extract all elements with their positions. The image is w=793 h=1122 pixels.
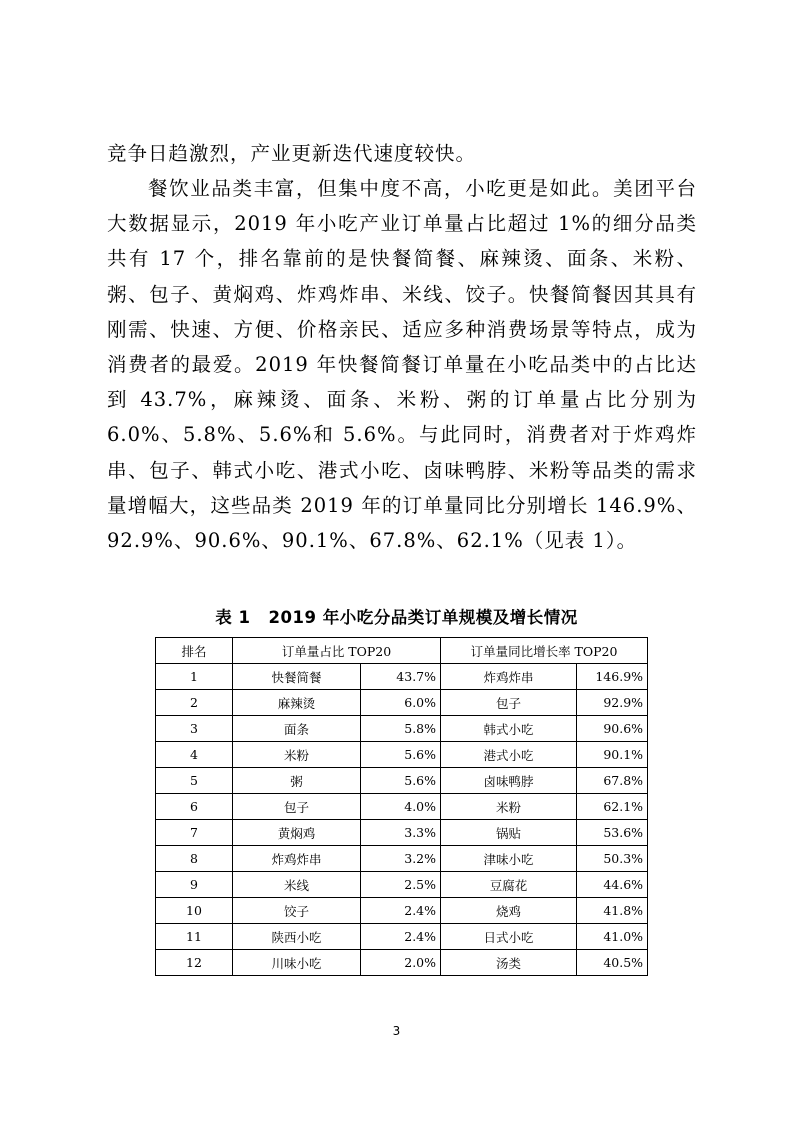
growth-value-cell: 67.8% xyxy=(577,768,648,794)
growth-category-cell: 锅贴 xyxy=(441,820,577,846)
growth-category-cell: 卤味鸭脖 xyxy=(441,768,577,794)
share-category-cell: 包子 xyxy=(233,794,361,820)
growth-category-cell: 韩式小吃 xyxy=(441,716,577,742)
share-value-cell: 3.3% xyxy=(361,820,441,846)
rank-cell: 9 xyxy=(156,872,233,898)
table-row xyxy=(156,924,648,950)
growth-value-cell: 62.1% xyxy=(577,794,648,820)
header-share: 订单量占比 TOP20 xyxy=(233,638,441,664)
share-value-cell: 2.4% xyxy=(361,898,441,924)
share-category-cell: 黄焖鸡 xyxy=(233,820,361,846)
table-header-row xyxy=(156,638,648,664)
table-row xyxy=(156,820,648,846)
rank-cell: 1 xyxy=(156,664,233,690)
growth-category-cell: 汤类 xyxy=(441,950,577,976)
growth-value-cell: 92.9% xyxy=(577,690,648,716)
growth-value-cell: 90.6% xyxy=(577,716,648,742)
table-row xyxy=(156,950,648,976)
share-value-cell: 6.0% xyxy=(361,690,441,716)
share-value-cell: 5.8% xyxy=(361,716,441,742)
paragraph-continuation: 竞争日趋激烈，产业更新迭代速度较快。 xyxy=(107,142,477,165)
share-value-cell: 4.0% xyxy=(361,794,441,820)
header-rank: 排名 xyxy=(156,638,233,664)
growth-value-cell: 53.6% xyxy=(577,820,648,846)
growth-category-cell: 烧鸡 xyxy=(441,898,577,924)
growth-category-cell: 日式小吃 xyxy=(441,924,577,950)
share-category-cell: 川味小吃 xyxy=(233,950,361,976)
snack-order-table xyxy=(155,637,648,976)
growth-value-cell: 40.5% xyxy=(577,950,648,976)
growth-category-cell: 津味小吃 xyxy=(441,846,577,872)
page-number: 3 xyxy=(392,1024,401,1038)
growth-category-cell: 米粉 xyxy=(441,794,577,820)
growth-value-cell: 44.6% xyxy=(577,872,648,898)
rank-cell: 12 xyxy=(156,950,233,976)
table-caption-label: 表 1 xyxy=(215,608,251,627)
growth-value-cell: 90.1% xyxy=(577,742,648,768)
growth-value-cell: 50.3% xyxy=(577,846,648,872)
table-row xyxy=(156,846,648,872)
share-category-cell: 炸鸡炸串 xyxy=(233,846,361,872)
growth-value-cell: 41.8% xyxy=(577,898,648,924)
rank-cell: 7 xyxy=(156,820,233,846)
rank-cell: 6 xyxy=(156,794,233,820)
table-row xyxy=(156,690,648,716)
table-row xyxy=(156,664,648,690)
share-category-cell: 米粉 xyxy=(233,742,361,768)
share-value-cell: 5.6% xyxy=(361,742,441,768)
share-category-cell: 快餐简餐 xyxy=(233,664,361,690)
table-row xyxy=(156,716,648,742)
share-value-cell: 5.6% xyxy=(361,768,441,794)
table-row xyxy=(156,742,648,768)
table-row xyxy=(156,898,648,924)
rank-cell: 10 xyxy=(156,898,233,924)
table-row xyxy=(156,794,648,820)
share-category-cell: 麻辣烫 xyxy=(233,690,361,716)
growth-category-cell: 港式小吃 xyxy=(441,742,577,768)
table-row xyxy=(156,768,648,794)
share-category-cell: 面条 xyxy=(233,716,361,742)
table-caption xyxy=(0,604,793,628)
share-value-cell: 2.5% xyxy=(361,872,441,898)
share-category-cell: 米线 xyxy=(233,872,361,898)
rank-cell: 4 xyxy=(156,742,233,768)
share-value-cell: 3.2% xyxy=(361,846,441,872)
growth-value-cell: 41.0% xyxy=(577,924,648,950)
share-category-cell: 陕西小吃 xyxy=(233,924,361,950)
share-category-cell: 饺子 xyxy=(233,898,361,924)
growth-category-cell: 包子 xyxy=(441,690,577,716)
rank-cell: 5 xyxy=(156,768,233,794)
table-row xyxy=(156,872,648,898)
share-value-cell: 2.0% xyxy=(361,950,441,976)
table-caption-title: 2019 年小吃分品类订单规模及增长情况 xyxy=(268,608,578,627)
rank-cell: 11 xyxy=(156,924,233,950)
rank-cell: 3 xyxy=(156,716,233,742)
rank-cell: 2 xyxy=(156,690,233,716)
growth-value-cell: 146.9% xyxy=(577,664,648,690)
header-growth: 订单量同比增长率 TOP20 xyxy=(441,638,648,664)
share-value-cell: 2.4% xyxy=(361,924,441,950)
share-value-cell: 43.7% xyxy=(361,664,441,690)
table-body xyxy=(156,664,648,976)
paragraph-snack-categories: 餐饮业品类丰富，但集中度不高，小吃更是如此。美团平台大数据显示，2019 年小吃产业订单量占比超过 1%的细分品类共有 17 个，排名靠前的是快餐简餐、麻辣烫、面条、米粉、粥、包子、黄焖鸡、炸鸡炸串、米线、饺子。快餐简餐因其具有刚需、快速、方便、价格亲民、适应多种消费场景等特点，成为消费者的最爱。2019 年快餐简餐订单量在小吃品类中的占比达到 43.7%，麻辣烫、面条、米粉、粥的订单量占比分别为 6.0%、5.8%、5.6%和 5.6%。与此同时，消费者对于炸鸡炸串、包子、韩式小吃、港式小吃、卤味鸭脖、米粉等品类的需求量增幅大，这些品类 2019 年的订单量同比分别增长 146.9%、92.9%、90.6%、90.1%、67.8%、62.1%（见表 1）。 xyxy=(107,177,697,553)
growth-category-cell: 炸鸡炸串 xyxy=(441,664,577,690)
share-category-cell: 粥 xyxy=(233,768,361,794)
growth-category-cell: 豆腐花 xyxy=(441,872,577,898)
rank-cell: 8 xyxy=(156,846,233,872)
